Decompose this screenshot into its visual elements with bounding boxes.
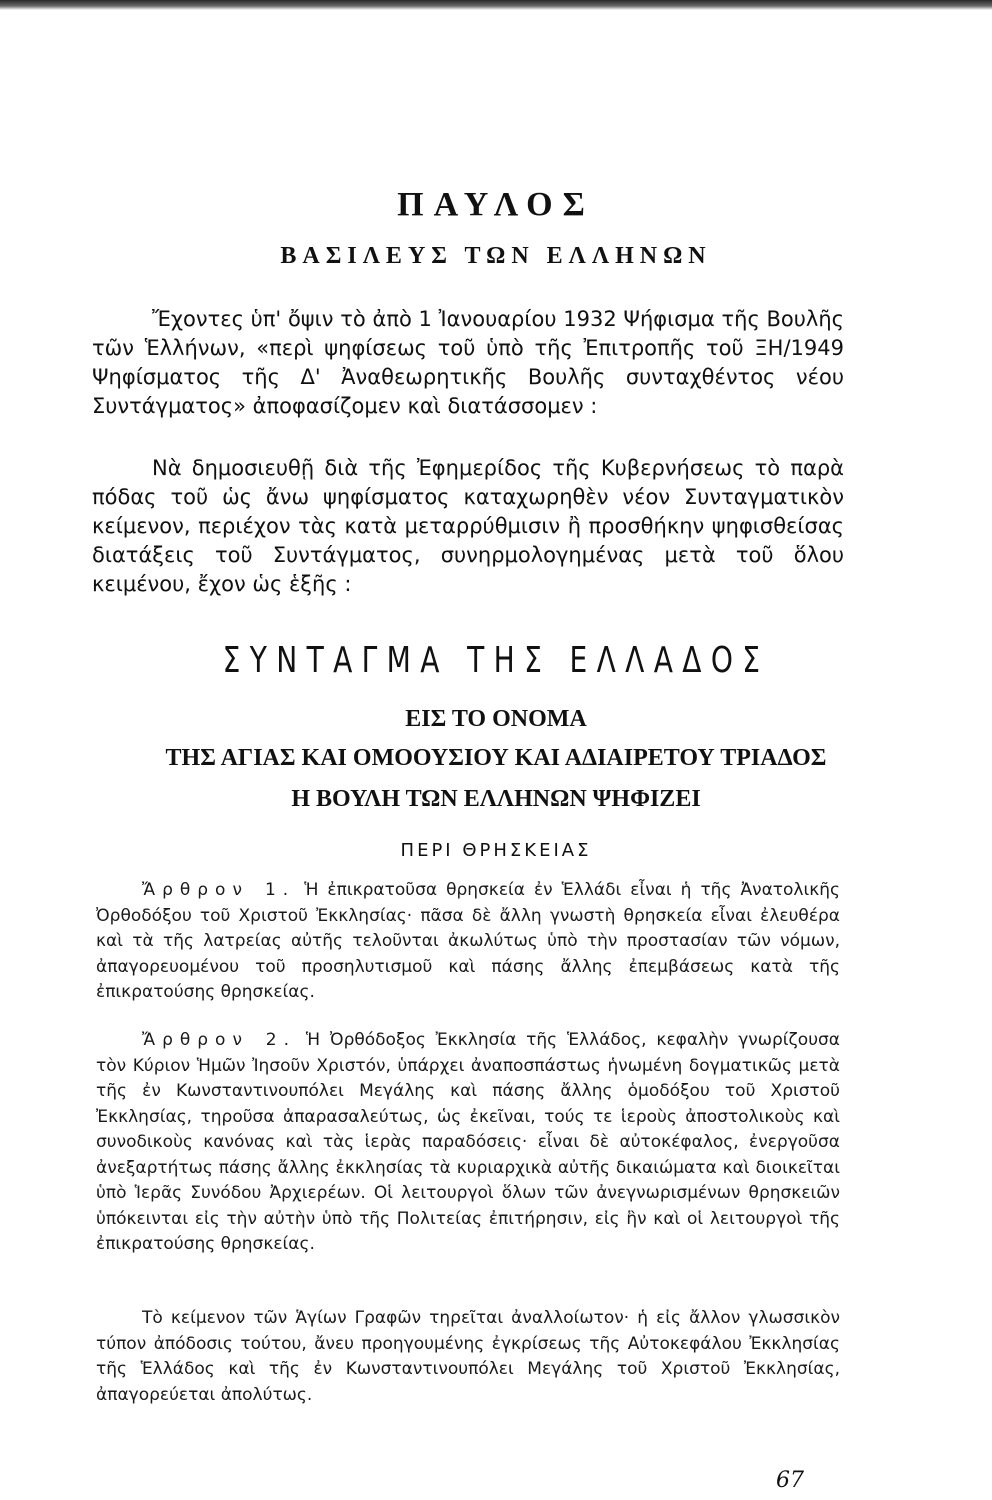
article-2 [96, 1028, 840, 1258]
top-edge-rule [0, 0, 992, 10]
article-2-label: Ἄρθρον 2. [142, 1030, 297, 1050]
article-2-text: Ἡ Ὀρθόδοξος Ἐκκλησία τῆς Ἑλλάδος, κεφαλὴν γνωρίζουσα τὸν Κύριον Ἡμῶν Ἰησοῦν Χριστόν, ὑπάρχει ἀναποσπάστως ἡνωμένη δογματικῶς μετὰ τῆς ἐν Κωνσταντινουπόλει Μεγάλης καὶ πάσης ἄλλης ὁμοδόξου τοῦ Χριστοῦ Ἐκκλησίας, τηροῦσα ἀπαρασαλεύτως, ὡς ἐκεῖναι, τούς τε ἱεροὺς ἀποστολικοὺς καὶ συνοδικοὺς κανόνας καὶ τὰς ἱερὰς παραδόσεις· εἶναι δὲ αὐτοκέφαλος, ἐνεργοῦσα ἀνεξαρτήτως πάσης ἄλλης ἐκκλησίας τὰ κυριαρχικὰ αὐτῆς δικαιώματα καὶ διοικεῖται ὑπὸ Ἱερᾶς Συνόδου Ἀρχιερέων. Οἱ λειτουργοὶ ὅλων τῶν ἀνεγνωρισμένων θρησκειῶν ὑπόκεινται εἰς τὴν αὐτὴν ὑπὸ τῆς Πολιτείας ἐπιτήρησιν, εἰς ἣν καὶ οἱ λειτουργοὶ τῆς ἐπικρατούσης θρησκείας. [96, 1030, 841, 1254]
article-1 [96, 878, 840, 1006]
constitution-heading: ΣΥΝΤΑΓΜΑ ΤΗΣ ΕΛΛΑΔΟΣ [222, 640, 770, 681]
invocation-line-3: Η ΒΟΥΛΗ ΤΩΝ ΕΛΛΗΝΩΝ ΨΗΦΙΖΕΙ [291, 786, 701, 812]
document-title: ΠΑΥΛΟΣ [397, 186, 595, 223]
invocation-line-1: ΕΙΣ ΤΟ ΟΝΟΜΑ [405, 706, 587, 732]
section-title: ΠΕΡΙ ΘΡΗΣΚΕΙΑΣ [400, 840, 592, 861]
intro-paragraph-2: Νὰ δημοσιευθῇ διὰ τῆς Ἐφημερίδος τῆς Κυβερνήσεως τὸ παρὰ πόδας τοῦ ὡς ἄνω ψηφίσματος καταχωρηθὲν νέον Συνταγματικὸν κείμενον, περιέχον τὰς κατὰ μεταρρύθμισιν ἢ προσθήκην ψηφισθείσας διατάξεις τοῦ Συντάγματος, συνηρμολογημένας μετὰ τοῦ ὅλου κειμένου, ἔχον ὡς ἑξῆς : [92, 456, 844, 596]
article-2-paragraph-2: Τὸ κείμενον τῶν Ἁγίων Γραφῶν τηρεῖται ἀναλλοίωτον· ἡ εἰς ἄλλον γλωσσικὸν τύπον ἀπόδοσις τούτου, ἄνευ προηγουμένης ἐγκρίσεως τῆς Αὐτοκεφάλου Ἐκκλησίας τῆς Ἑλλάδος καὶ τῆς ἐν Κωνσταντινουπόλει Μεγάλης τοῦ Χριστοῦ Ἐκκλησίας, ἀπαγορεύεται ἀπολύτως. [96, 1308, 840, 1405]
invocation-line-2: ΤΗΣ ΑΓΙΑΣ ΚΑΙ ΟΜΟΟΥΣΙΟΥ ΚΑΙ ΑΔΙΑΙΡΕΤΟΥ ΤΡΙΑΔΟΣ [165, 745, 827, 771]
intro-paragraph-1: Ἔχοντες ὑπ' ὄψιν τὸ ἀπὸ 1 Ἰανουαρίου 1932 Ψήφισμα τῆς Βουλῆς τῶν Ἑλλήνων, «περὶ ψηφίσεως τοῦ ὑπὸ τῆς Ἐπιτροπῆς τοῦ ΞΗ/1949 Ψηφίσματος τῆς Δ' Ἀναθεωρητικῆς Βουλῆς συνταχθέντος νέου Συντάγματος» ἀποφασίζομεν καὶ διατάσσομεν : [92, 307, 844, 418]
article-1-text: Ἡ ἐπικρατοῦσα θρησκεία ἐν Ἑλλάδι εἶναι ἡ τῆς Ἀνατολικῆς Ὀρθοδόξου τοῦ Χριστοῦ Ἐκκλησίας· πᾶσα δὲ ἄλλη γνωστὴ θρησκεία εἶναι ἐλευθέρα καὶ τὰ τῆς λατρείας αὐτῆς τελοῦνται ἀκωλύτως ὑπὸ τὴν προστασίαν τῶν νόμων, ἀπαγορευομένου τοῦ προσηλυτισμοῦ καὶ πάσης ἄλλης ἐπεμβάσεως κατὰ τῆς ἐπικρατούσης θρησκείας. [96, 880, 840, 1002]
page-number: 67 [776, 1468, 804, 1493]
document-subtitle: ΒΑΣΙΛΕΥΣ ΤΩΝ ΕΛΛΗΝΩΝ [280, 243, 712, 269]
article-1-label: Ἄρθρον 1. [142, 880, 296, 900]
